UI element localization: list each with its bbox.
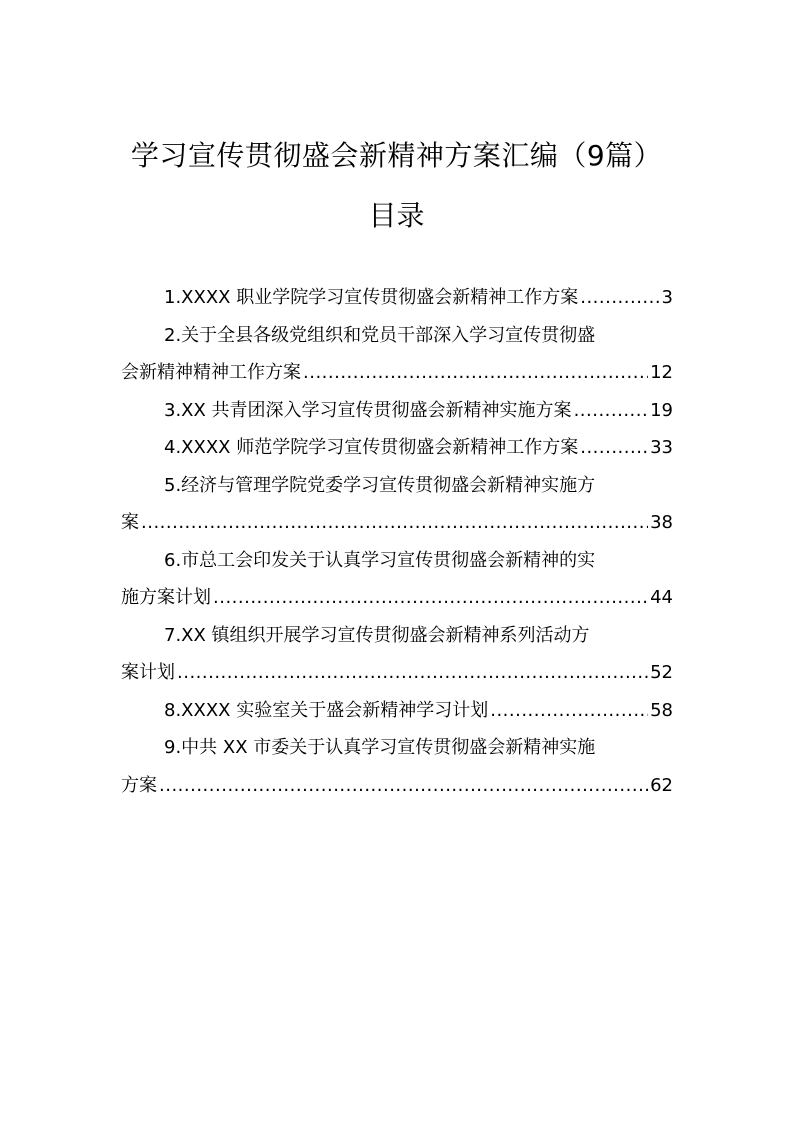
toc-entry-line bbox=[121, 354, 673, 392]
toc-entry-1[interactable] bbox=[121, 279, 673, 317]
toc-entry-line bbox=[121, 504, 673, 542]
dot-leader bbox=[213, 579, 648, 617]
dot-leader bbox=[159, 767, 648, 805]
toc-entry-title-line2: 案 bbox=[121, 512, 139, 533]
toc-entry-title: 3.XX 共青团深入学习宣传贯彻盛会新精神实施方案 bbox=[164, 399, 572, 421]
toc-page-number: 44 bbox=[650, 587, 673, 608]
toc-entry-title-line2: 案计划 bbox=[121, 662, 175, 683]
toc-entry-4[interactable] bbox=[121, 429, 673, 467]
toc-entry-7[interactable] bbox=[121, 617, 673, 692]
toc-entry-line bbox=[121, 767, 673, 805]
toc-entry-title: 1.XXXX 职业学院学习宣传贯彻盛会新精神工作方案 bbox=[164, 287, 579, 308]
toc-entry-title-line1: 6.市总工会印发关于认真学习宣传贯彻盛会新精神的实 bbox=[164, 549, 596, 571]
toc-page-number: 62 bbox=[650, 774, 673, 796]
toc-entry-title: 8.XXXX 实验室关于盛会新精神学习计划 bbox=[164, 699, 489, 721]
document-title: 学习宣传贯彻盛会新精神方案汇编（9篇） bbox=[130, 139, 663, 172]
toc-entry-line bbox=[121, 392, 673, 430]
toc-entry-3[interactable] bbox=[121, 392, 673, 430]
toc-page-number: 52 bbox=[650, 662, 673, 683]
dot-leader bbox=[490, 692, 648, 730]
toc-heading: 目录 bbox=[368, 199, 425, 232]
toc-page-number: 3 bbox=[661, 287, 673, 308]
dot-leader bbox=[580, 279, 659, 317]
toc-entry-line bbox=[121, 279, 673, 317]
dot-leader bbox=[177, 654, 648, 692]
toc-entry-line bbox=[121, 579, 673, 617]
toc-entry-title-line2: 施方案计划 bbox=[121, 587, 211, 608]
dot-leader bbox=[574, 392, 649, 430]
toc-entry-line bbox=[121, 429, 673, 467]
toc-page-number: 12 bbox=[650, 362, 673, 383]
toc-entry-9[interactable] bbox=[121, 729, 673, 804]
toc-entry-5[interactable] bbox=[121, 467, 673, 542]
toc-entry-title-line2: 方案 bbox=[121, 774, 157, 796]
dot-leader bbox=[303, 354, 648, 392]
toc-entry-8[interactable] bbox=[121, 692, 673, 730]
toc-entry-title: 4.XXXX 师范学院学习宣传贯彻盛会新精神工作方案 bbox=[164, 437, 579, 458]
toc-page-number: 38 bbox=[650, 512, 673, 533]
toc-page-number: 19 bbox=[650, 399, 673, 421]
dot-leader bbox=[580, 429, 648, 467]
toc-entry-title-line1: 5.经济与管理学院党委学习宣传贯彻盛会新精神实施方 bbox=[164, 474, 596, 496]
toc-entry-line bbox=[121, 692, 673, 730]
toc-entry-title-line1: 7.XX 镇组织开展学习宣传贯彻盛会新精神系列活动方 bbox=[164, 624, 590, 646]
toc-entry-line bbox=[121, 654, 673, 692]
toc-entry-2[interactable] bbox=[121, 317, 673, 392]
toc-entry-title-line2: 会新精神精神工作方案 bbox=[121, 362, 301, 383]
toc-entry-6[interactable] bbox=[121, 542, 673, 617]
toc-entry-title-line1: 9.中共 XX 市委关于认真学习宣传贯彻盛会新精神实施 bbox=[164, 737, 596, 758]
toc-page-number: 58 bbox=[650, 699, 673, 721]
table-of-contents bbox=[121, 279, 673, 804]
toc-entry-title-line1: 2.关于全县各级党组织和党员干部深入学习宣传贯彻盛 bbox=[164, 324, 596, 346]
dot-leader bbox=[141, 504, 648, 542]
toc-page-number: 33 bbox=[650, 437, 673, 458]
